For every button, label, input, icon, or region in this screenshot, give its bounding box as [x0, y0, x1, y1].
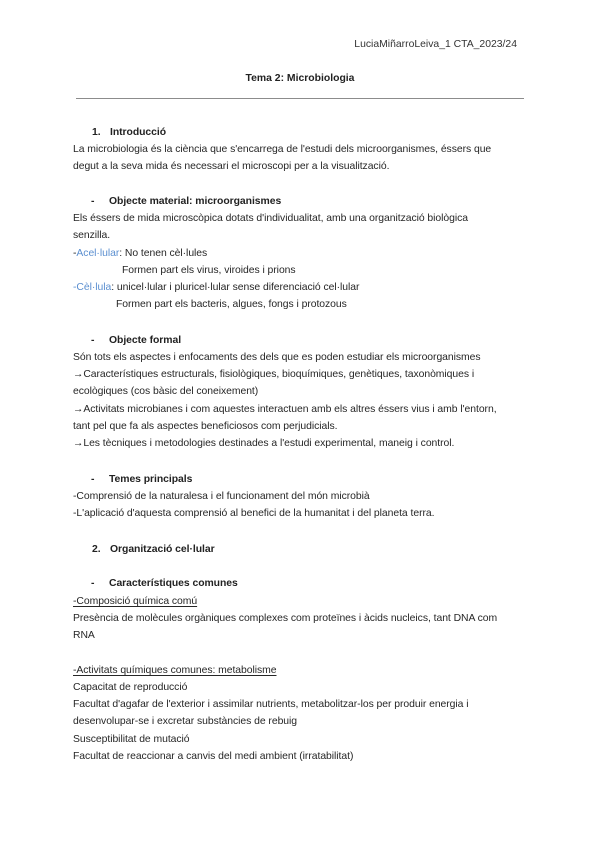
- subheading-temes-principals: [91, 474, 192, 486]
- paragraph-line: tant pel que fa als aspectes beneficiosos com perjudicials.: [73, 421, 338, 432]
- term-cellular: Cèl·lula: [76, 282, 112, 293]
- subheading-objecte-formal: [91, 335, 181, 347]
- section-heading-introduccio: [92, 127, 166, 139]
- paragraph-line: Facultat de reaccionar a canvis del medi ambient (irratabilitat): [73, 751, 354, 762]
- paragraph-line: ecològiques (cos bàsic del coneixement): [73, 386, 259, 397]
- term-definition: : unicel·lular i pluricel·lular sense diferenciació cel·lular: [111, 282, 360, 293]
- paragraph-line: Presència de molècules orgàniques complexes com proteïnes i àcids nucleics, tant DNA com: [73, 613, 498, 624]
- paragraph-line: →Característiques estructurals, fisiològiques, bioquímiques, genètiques, taxonòmiques i: [73, 369, 475, 380]
- section-heading-organitzacio: [92, 544, 215, 556]
- paragraph-line: -L'aplicació d'aquesta comprensió al benefici de la humanitat i del planeta terra.: [73, 508, 435, 519]
- term-acellular: Acel·lular: [76, 248, 120, 259]
- section-heading-text: Organització cel·lular: [110, 544, 215, 555]
- list-prefix: -: [73, 282, 77, 293]
- paragraph-line: RNA: [73, 630, 95, 641]
- paragraph-line: La microbiologia és la ciència que s'encarrega de l'estudi dels microorganismes, éssers que: [73, 144, 492, 155]
- paragraph-line: -Comprensió de la naturalesa i el funcionament del món microbià: [73, 491, 370, 502]
- paragraph-line: Capacitat de reproducció: [73, 682, 188, 693]
- paragraph-line: Els éssers de mida microscòpica dotats d'individualitat, amb una organització biològica: [73, 213, 468, 224]
- cellular-line: [73, 282, 359, 294]
- bullet-dash: -: [91, 474, 95, 485]
- underlined-heading-composicio: -Composició química comú: [73, 596, 198, 607]
- paragraph-line: senzilla.: [73, 230, 111, 241]
- subheading-objecte-material: [91, 196, 281, 208]
- paragraph-line: →Activitats microbianes i com aquestes interactuen amb els altres éssers vius i amb l'entorn,: [73, 404, 497, 415]
- paragraph-line: →Les tècniques i metodologies destinades a l'estudi experimental, maneig i control.: [73, 438, 455, 449]
- acellular-examples: Formen part els virus, viroides i prions: [122, 265, 296, 276]
- paragraph-line: Facultat d'agafar de l'exterior i assimilar nutrients, metabolitzar-los per produir energia i: [73, 699, 469, 710]
- paragraph-line: Són tots els aspectes i enfocaments des dels que es poden estudiar els microorganismes: [73, 352, 481, 363]
- subheading-caracteristiques: [91, 578, 238, 590]
- subheading-text: Objecte formal: [109, 335, 182, 346]
- acellular-line: [73, 248, 207, 260]
- subheading-text: Temes principals: [109, 474, 193, 485]
- bullet-dash: -: [91, 196, 95, 207]
- title-divider: [76, 98, 524, 99]
- list-prefix: -: [73, 248, 77, 259]
- term-definition: : No tenen cèl·lules: [119, 248, 208, 259]
- subheading-text: Característiques comunes: [109, 578, 238, 589]
- page-title: Tema 2: Microbiologia: [245, 73, 355, 84]
- bullet-dash: -: [91, 335, 95, 346]
- paragraph-line: Susceptibilitat de mutació: [73, 734, 190, 745]
- paragraph-line: degut a la seva mida és necessari el microscopi per a la visualització.: [73, 161, 390, 172]
- section-number: 1.: [92, 127, 101, 138]
- bullet-dash: -: [91, 578, 95, 589]
- paragraph-line: desenvolupar-se i excretar substàncies de rebuig: [73, 716, 298, 727]
- underlined-heading-activitats: -Activitats químiques comunes: metabolisme: [73, 665, 277, 676]
- section-heading-text: Introducció: [110, 127, 167, 138]
- cellular-examples: Formen part els bacteris, algues, fongs i protozous: [116, 299, 347, 310]
- author-header: LuciaMiñarroLeiva_1 CTA_2023/24: [354, 39, 517, 50]
- section-number: 2.: [92, 544, 101, 555]
- subheading-text: Objecte material: microorganismes: [109, 196, 282, 207]
